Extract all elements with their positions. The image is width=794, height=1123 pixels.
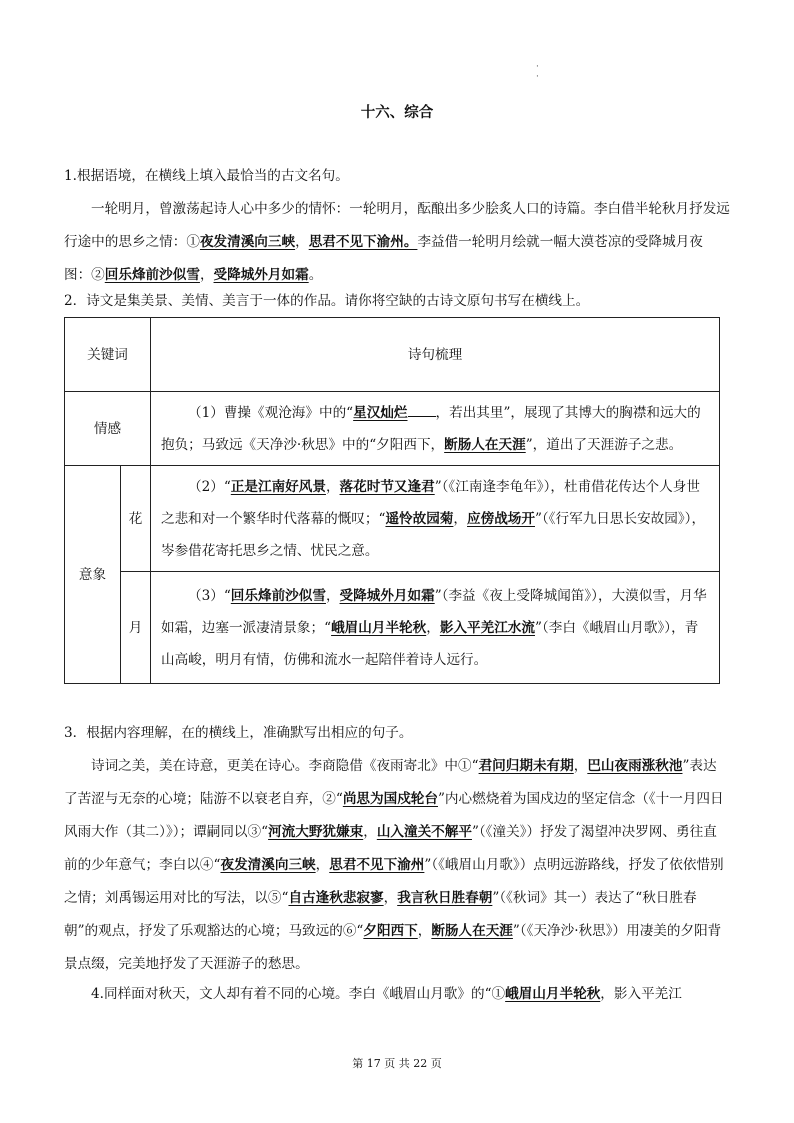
q3-answer: 自古逢秋悲寂寥 xyxy=(288,890,384,906)
q3-answer: 夕阳西下 xyxy=(363,923,418,939)
section-title: 十六、综合 xyxy=(360,104,434,121)
q3-answer: 君问归期未有期 xyxy=(478,758,574,774)
q4-paragraph: 4.同样面对秋天，文人却有着不同的心境。李白《峨眉山月歌》的“①峨眉山月半轮秋，影入平羌江 xyxy=(91,986,682,1002)
page-footer: 第 17 页 共 22 页 xyxy=(352,1057,442,1070)
q3-answer: 断肠人在天涯 xyxy=(431,923,513,939)
table-row xyxy=(65,466,720,572)
q3-answer: 尚思为国戍轮台 xyxy=(342,791,438,807)
table-header-row xyxy=(65,318,720,392)
table-answer: 正是江南好风景 xyxy=(230,478,326,495)
imagery-label: 意象 xyxy=(65,466,121,684)
header-dots: · · xyxy=(536,62,539,82)
q1-answer-4: 受降城外月如霜 xyxy=(213,267,309,283)
q3-answer: 河流大野犹嫌束 xyxy=(268,824,364,840)
emotion-label: 情感 xyxy=(65,392,151,466)
table-answer: 回乐烽前沙似雪 xyxy=(230,587,326,604)
table-answer: 断肠人在天涯 xyxy=(444,436,526,453)
q2-prompt: 2．诗文是集美景、美情、美言于一体的作品。请你将空缺的古诗文原句书写在横线上。 xyxy=(64,293,590,309)
q1-answer-3: 回乐烽前沙似雪 xyxy=(104,267,200,283)
emotion-poem-cell: （1）曹操《观沧海》中的“星汉灿烂 ，若出其里”，展现了其博大的胸襟和远大的抱负；马致远《天净沙·秋思》中的“夕阳西下，断肠人在天涯”，道出了天涯游子之悲。 xyxy=(151,392,720,466)
header-key-cell: 关键词 xyxy=(65,318,151,392)
table-answer: 受降城外月如霜 xyxy=(339,587,435,604)
poem-table xyxy=(64,317,720,684)
q1-paragraph: 一轮明月，曾激荡起诗人心中多少的情怀：一轮明月，酝酿出多少脍炙人口的诗篇。李白借半轮秋月抒发远行途中的思乡之情：①夜发清溪向三峡，思君不见下渝州。李益借一轮明月绘就一幅大漠苍凉的受降城月夜图：②回乐烽前沙似雪，受降城外月如霜。 xyxy=(64,201,730,283)
table-answer: 星汉灿烂 xyxy=(353,404,408,421)
q3-answer: 夜发清溪向三峡 xyxy=(220,857,316,873)
q1-prompt: 1.根据语境，在横线上填入最恰当的古文名句。 xyxy=(64,168,349,184)
q3-paragraph: 诗词之美，美在诗意，更美在诗心。李商隐借《夜雨寄北》中①“君问归期未有期，巴山夜雨涨秋池”表达了苦涩与无奈的心境；陆游不以衰老自弃，②“尚思为国戍轮台”内心燃烧着为国戍边的坚定信念（《十一月四日风雨大作（其二）》）；谭嗣同以③“河流大野犹嫌束，山入潼关不解平”（《潼关》）抒发了渴望冲决罗网、勇往直前的少年意气；李白以④“夜发清溪向三峡，思君不见下渝州”（《峨眉山月歌》）点明远游路线，抒发了依依惜别之情；刘禹锡运用对比的写法，以⑤“自古逢秋悲寂寥，我言秋日胜春朝”（《秋词》其一）表达了“秋日胜春朝”的观点，抒发了乐观豁达的心境；马致远的⑥“夕阳西下，断肠人在天涯”（《天净沙·秋思》）用凄美的夕阳背景点缀，完美地抒发了天涯游子的愁思。 xyxy=(64,758,724,972)
table-row xyxy=(65,572,720,684)
flower-poem-cell: （2）“正是江南好风景，落花时节又逢君”（《江南逢李龟年》），杜甫借花传达个人身世之悲和对一个繁华时代落幕的慨叹；“遥怜故园菊，应傍战场开”（《行军九日思长安故园》），岑参借花寄托思乡之情、忧民之意。 xyxy=(151,466,720,572)
q3-answer: 巴山夜雨涨秋池 xyxy=(587,758,683,774)
table-answer: 影入平羌江水流 xyxy=(439,619,535,636)
header-poem-cell: 诗句梳理 xyxy=(151,318,720,392)
q3-answer: 山入潼关不解平 xyxy=(376,824,472,840)
table-answer: 遥怜故园菊 xyxy=(385,510,454,527)
table-answer: 峨眉山月半轮秋 xyxy=(331,619,427,636)
q1-answer-1: 夜发清溪向三峡 xyxy=(199,234,296,250)
q1-answer-2: 思君不见下渝州。 xyxy=(308,234,418,250)
table-row xyxy=(65,392,720,466)
moon-poem-cell: （3）“回乐烽前沙似雪，受降城外月如霜”（李益《夜上受降城闻笛》），大漠似雪，月华如霜，边塞一派凄清景象；“峨眉山月半轮秋，影入平羌江水流”（李白《峨眉山月歌》），青山高峻，明月有情，仿佛和流水一起陪伴着诗人远行。 xyxy=(151,572,720,684)
flower-label: 花 xyxy=(121,466,151,572)
table-answer: 落花时节又逢君 xyxy=(339,478,435,495)
moon-label: 月 xyxy=(121,572,151,684)
q4-answer: 峨眉山月半轮秋 xyxy=(505,986,601,1002)
q3-answer: 我言秋日胜春朝 xyxy=(397,890,493,906)
q3-prompt: 3．根据内容理解，在的横线上，准确默写出相应的句子。 xyxy=(64,725,413,741)
q3-answer: 思君不见下渝州 xyxy=(329,857,425,873)
table-answer: 应傍战场开 xyxy=(467,510,535,527)
